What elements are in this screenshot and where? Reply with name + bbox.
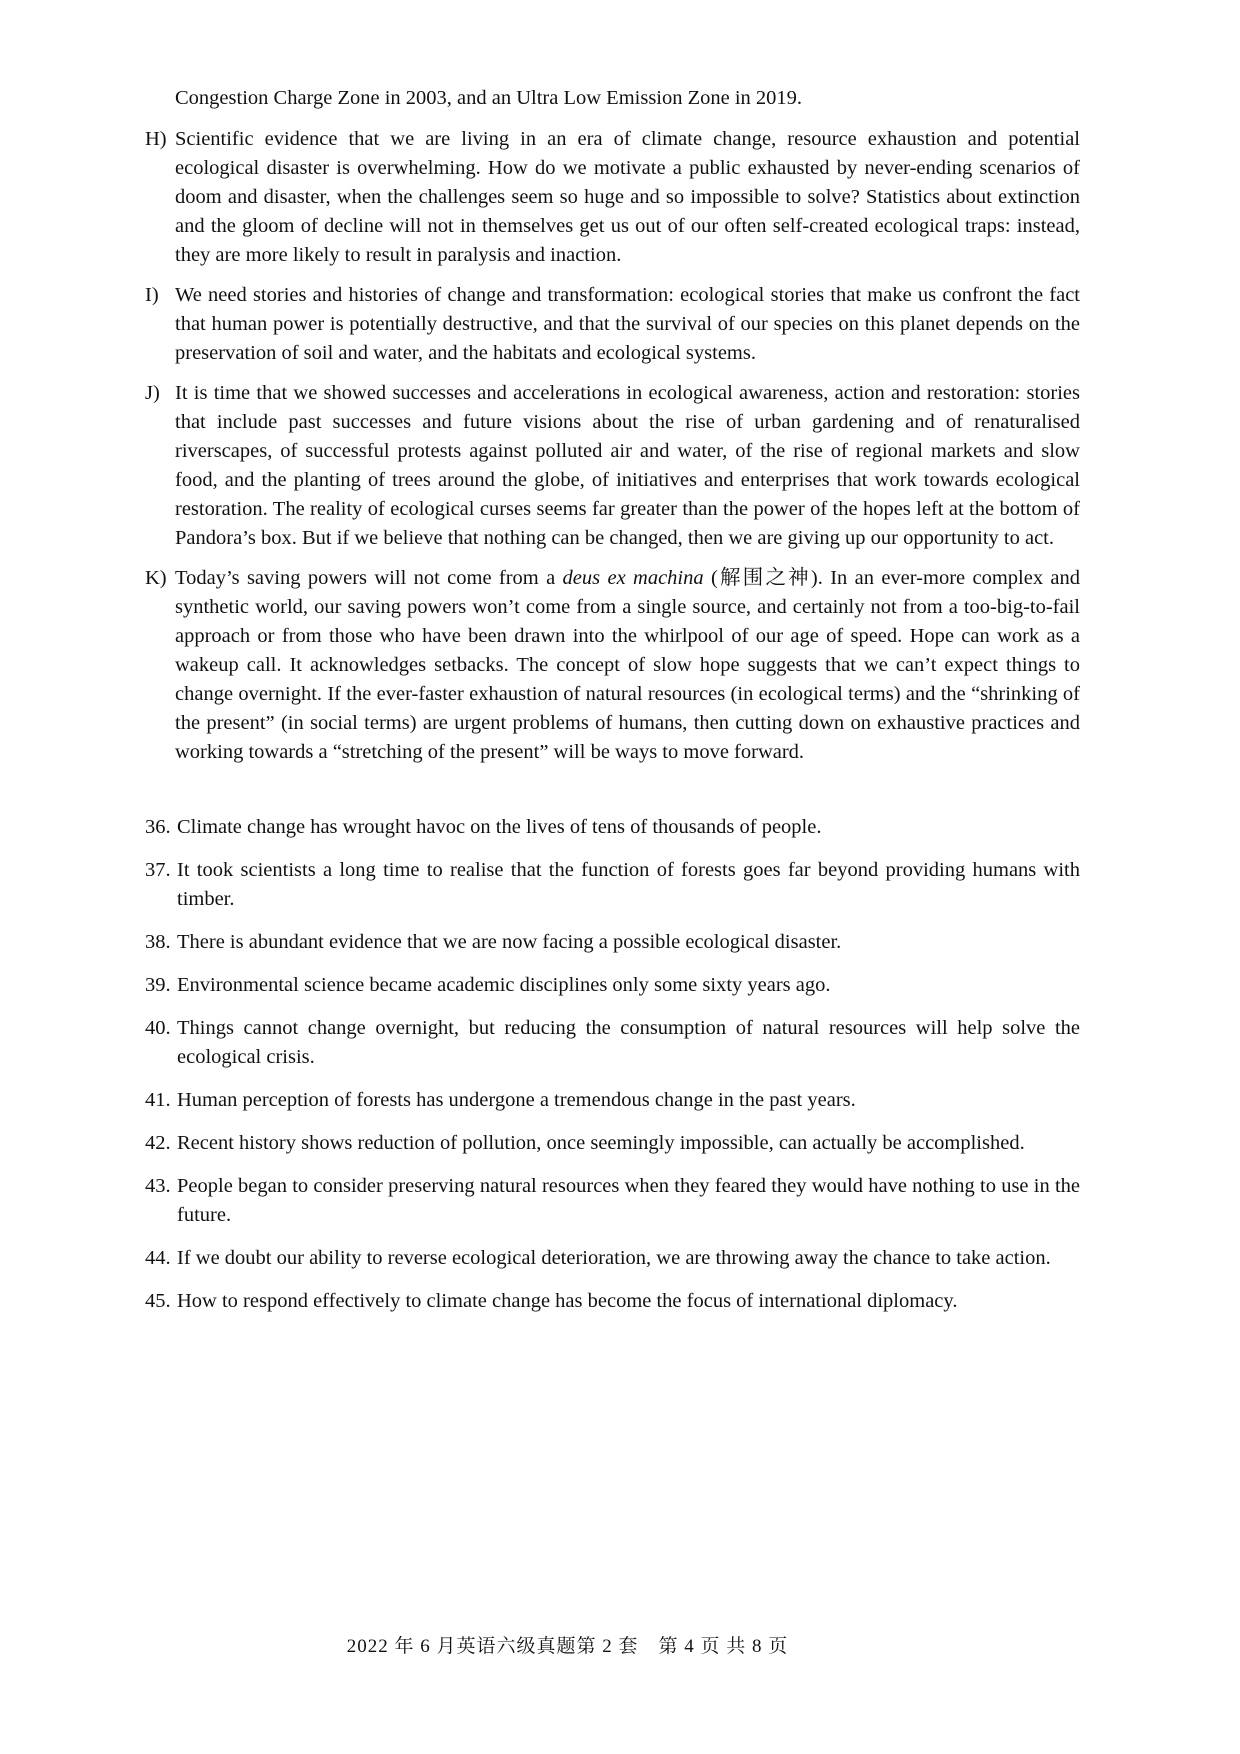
paragraph-k-latin-phrase: deus ex machina bbox=[562, 567, 704, 589]
paragraph-k bbox=[145, 564, 1080, 767]
question-41 bbox=[145, 1086, 1080, 1115]
question-37-text: It took scientists a long time to realise that the function of forests goes far beyond providing humans with timber. bbox=[177, 859, 1080, 910]
passage-and-questions bbox=[145, 84, 1080, 1330]
paragraph-i-text: We need stories and histories of change and transformation: ecological stories that make us confront the fact that human power is potentially destructive, and that the survival of our species on this planet depends on the preservation of soil and water, and the habitats and ecological systems. bbox=[175, 284, 1080, 364]
question-45-text: How to respond effectively to climate change has become the focus of international diplomacy. bbox=[177, 1290, 958, 1312]
question-39 bbox=[145, 971, 1080, 1000]
paragraph-k-label: K) bbox=[145, 567, 167, 589]
question-44-number: 44. bbox=[145, 1247, 171, 1269]
page-footer: 2022 年 6 月英语六级真题第 2 套 第 4 页 共 8 页 bbox=[346, 1636, 789, 1657]
question-36-number: 36. bbox=[145, 816, 171, 838]
question-43-text: People began to consider preserving natural resources when they feared they would have nothing to use in the future. bbox=[177, 1175, 1080, 1226]
paragraph-h bbox=[145, 125, 1080, 270]
question-42 bbox=[145, 1129, 1080, 1158]
paragraph-j bbox=[145, 379, 1080, 553]
question-45 bbox=[145, 1287, 1080, 1316]
paragraph-i bbox=[145, 281, 1080, 368]
question-41-number: 41. bbox=[145, 1089, 171, 1111]
paragraph-k-text-end: (解围之神). In an ever-more complex and synthetic world, our saving powers won’t come from a single source, and certainly not from a too-big-to-fail approach or from those who have been drawn into the whirlpool of our age of speed. Hope can work as a wakeup call. It acknowledges setbacks. The concept of slow hope suggests that we can’t expect things to change overnight. If the ever-faster exhaustion of natural resources (in ecological terms) and the “shrinking of the present” (in social terms) are urgent problems of humans, then cutting down on exhaustive practices and working towards a “stretching of the present” will be ways to move forward. bbox=[175, 567, 1081, 763]
paragraph-k-text bbox=[175, 564, 1080, 767]
question-39-number: 39. bbox=[145, 974, 171, 996]
question-38 bbox=[145, 928, 1080, 957]
question-40-text: Things cannot change overnight, but reducing the consumption of natural resources will help solve the ecological crisis. bbox=[177, 1017, 1080, 1068]
question-42-number: 42. bbox=[145, 1132, 171, 1154]
question-43 bbox=[145, 1172, 1080, 1230]
question-37-number: 37. bbox=[145, 859, 171, 881]
paragraph-h-label: H) bbox=[145, 128, 167, 150]
paragraph-h-text: Scientific evidence that we are living in an era of climate change, resource exhaustion and potential ecological disaster is overwhelming. How do we motivate a public exhausted by never-ending scenarios of doom and disaster, when the challenges seem so huge and so impossible to solve? Statistics about extinction and the gloom of decline will not in themselves get us out of our often self-created ecological traps: instead, they are more likely to result in paralysis and inaction. bbox=[175, 128, 1080, 266]
question-38-text: There is abundant evidence that we are now facing a possible ecological disaster. bbox=[177, 931, 842, 953]
question-45-number: 45. bbox=[145, 1290, 171, 1312]
question-41-text: Human perception of forests has undergone a tremendous change in the past years. bbox=[177, 1089, 856, 1111]
question-37 bbox=[145, 856, 1080, 914]
paragraph-j-label: J) bbox=[145, 382, 160, 404]
question-38-number: 38. bbox=[145, 931, 171, 953]
question-43-number: 43. bbox=[145, 1175, 171, 1197]
question-40-number: 40. bbox=[145, 1017, 171, 1039]
paragraph-i-label: I) bbox=[145, 284, 159, 306]
paragraph-j-text: It is time that we showed successes and accelerations in ecological awareness, action and restoration: stories that include past successes and future visions about the rise of urban gardening and of renaturalised riverscapes, of successful protests against polluted air and water, of the rise of regional markets and slow food, and the planting of trees around the globe, of initiatives and enterprises that work towards ecological restoration. The reality of ecological curses seems far greater than the power of the hopes left at the bottom of Pandora’s box. But if we believe that nothing can be changed, then we are giving up our opportunity to act. bbox=[175, 382, 1080, 549]
question-40 bbox=[145, 1014, 1080, 1072]
question-42-text: Recent history shows reduction of pollution, once seemingly impossible, can actually be accomplished. bbox=[177, 1132, 1025, 1154]
question-44 bbox=[145, 1244, 1080, 1273]
question-36-text: Climate change has wrought havoc on the lives of tens of thousands of people. bbox=[177, 816, 822, 838]
question-39-text: Environmental science became academic disciplines only some sixty years ago. bbox=[177, 974, 831, 996]
paragraph-k-text-start: Today’s saving powers will not come from a bbox=[175, 567, 563, 589]
question-36 bbox=[145, 813, 1080, 842]
question-list bbox=[145, 813, 1080, 1316]
paragraph-g-continuation-line: Congestion Charge Zone in 2003, and an Ultra Low Emission Zone in 2019. bbox=[175, 87, 803, 109]
question-44-text: If we doubt our ability to reverse ecological deterioration, we are throwing away the chance to take action. bbox=[177, 1247, 1051, 1269]
